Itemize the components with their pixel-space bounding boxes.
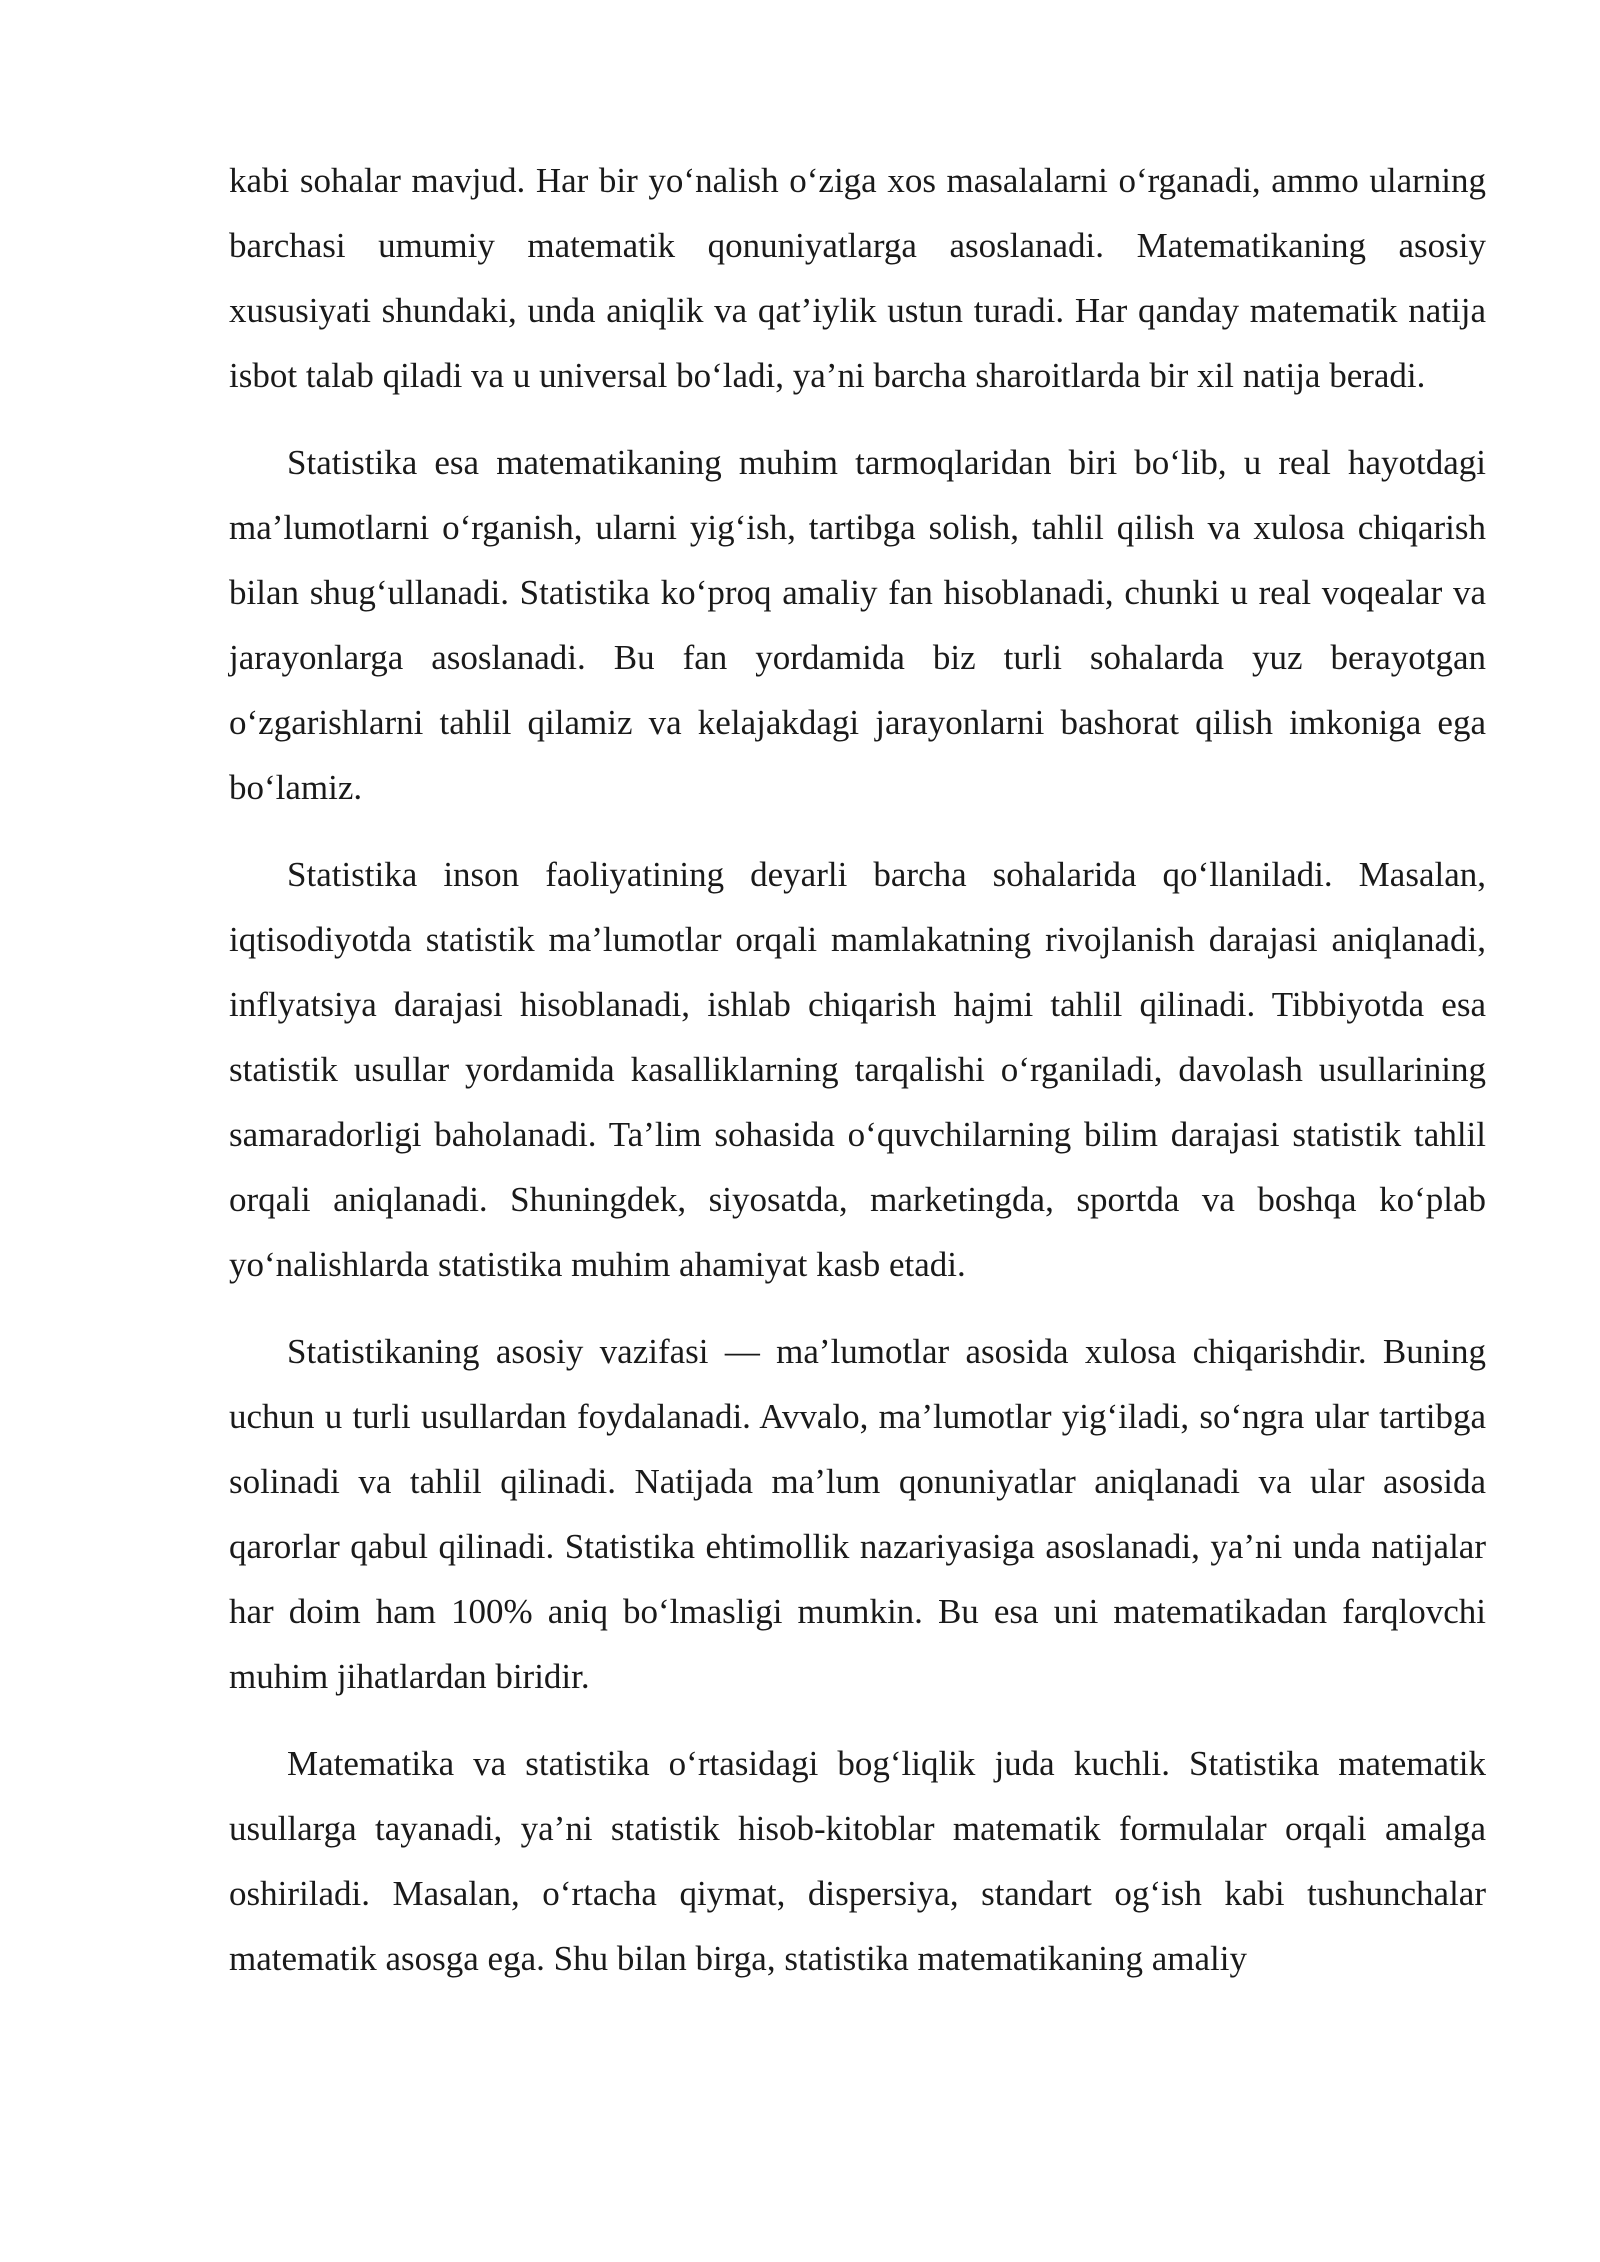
paragraph-1: kabi sohalar mavjud. Har bir yo‘nalish o‘ziga xos masalalarni o‘rganadi, ammo ularning barchasi umumiy matematik qonuniyatlarga asoslanadi. Matematikaning asosiy xususiyati shundaki, unda aniqlik va qat’iylik ustun turadi. Har qanday matematik natija isbot talab qiladi va u universal bo‘ladi, ya’ni barcha sharoitlarda bir xil natija beradi.: [229, 161, 1486, 395]
paragraph-3: Statistika inson faoliyatining deyarli barcha sohalarida qo‘llaniladi. Masalan, iqtisodiyotda statistik ma’lumotlar orqali mamlakatning rivojlanish darajasi aniqlanadi, inflyatsiya darajasi hisoblanadi, ishlab chiqarish hajmi tahlil qilinadi. Tibbiyotda esa statistik usullar yordamida kasalliklarning tarqalishi o‘rganiladi, davolash usullarining samaradorligi baholanadi. Ta’lim sohasida o‘quvchilarning bilim darajasi statistik tahlil orqali aniqlanadi. Shuningdek, siyosatda, marketingda, sportda va boshqa ko‘plab yo‘nalishlarda statistika muhim ahamiyat kasb etadi.: [229, 855, 1486, 1284]
document-body: [229, 148, 1486, 2013]
paragraph-4: Statistikaning asosiy vazifasi — ma’lumotlar asosida xulosa chiqarishdir. Buning uchun u turli usullardan foydalanadi. Avvalo, ma’lumotlar yig‘iladi, so‘ngra ular tartibga solinadi va tahlil qilinadi. Natijada ma’lum qonuniyatlar aniqlanadi va ular asosida qarorlar qabul qilinadi. Statistika ehtimollik nazariyasiga asoslanadi, ya’ni unda natijalar har doim ham 100% aniq bo‘lmasligi mumkin. Bu esa uni matematikadan farqlovchi muhim jihatlardan biridir.: [229, 1332, 1486, 1696]
paragraph-2: Statistika esa matematikaning muhim tarmoqlaridan biri bo‘lib, u real hayotdagi ma’lumotlarni o‘rganish, ularni yig‘ish, tartibga solish, tahlil qilish va xulosa chiqarish bilan shug‘ullanadi. Statistika ko‘proq amaliy fan hisoblanadi, chunki u real voqealar va jarayonlarga asoslanadi. Bu fan yordamida biz turli sohalarda yuz berayotgan o‘zgarishlarni tahlil qilamiz va kelajakdagi jarayonlarni bashorat qilish imkoniga ega bo‘lamiz.: [229, 443, 1486, 807]
paragraph-5: Matematika va statistika o‘rtasidagi bog‘liqlik juda kuchli. Statistika matematik usullarga tayanadi, ya’ni statistik hisob-kitoblar matematik formulalar orqali amalga oshiriladi. Masalan, o‘rtacha qiymat, dispersiya, standart og‘ish kabi tushunchalar matematik asosga ega. Shu bilan birga, statistika matematikaning amaliy: [229, 1744, 1486, 1978]
